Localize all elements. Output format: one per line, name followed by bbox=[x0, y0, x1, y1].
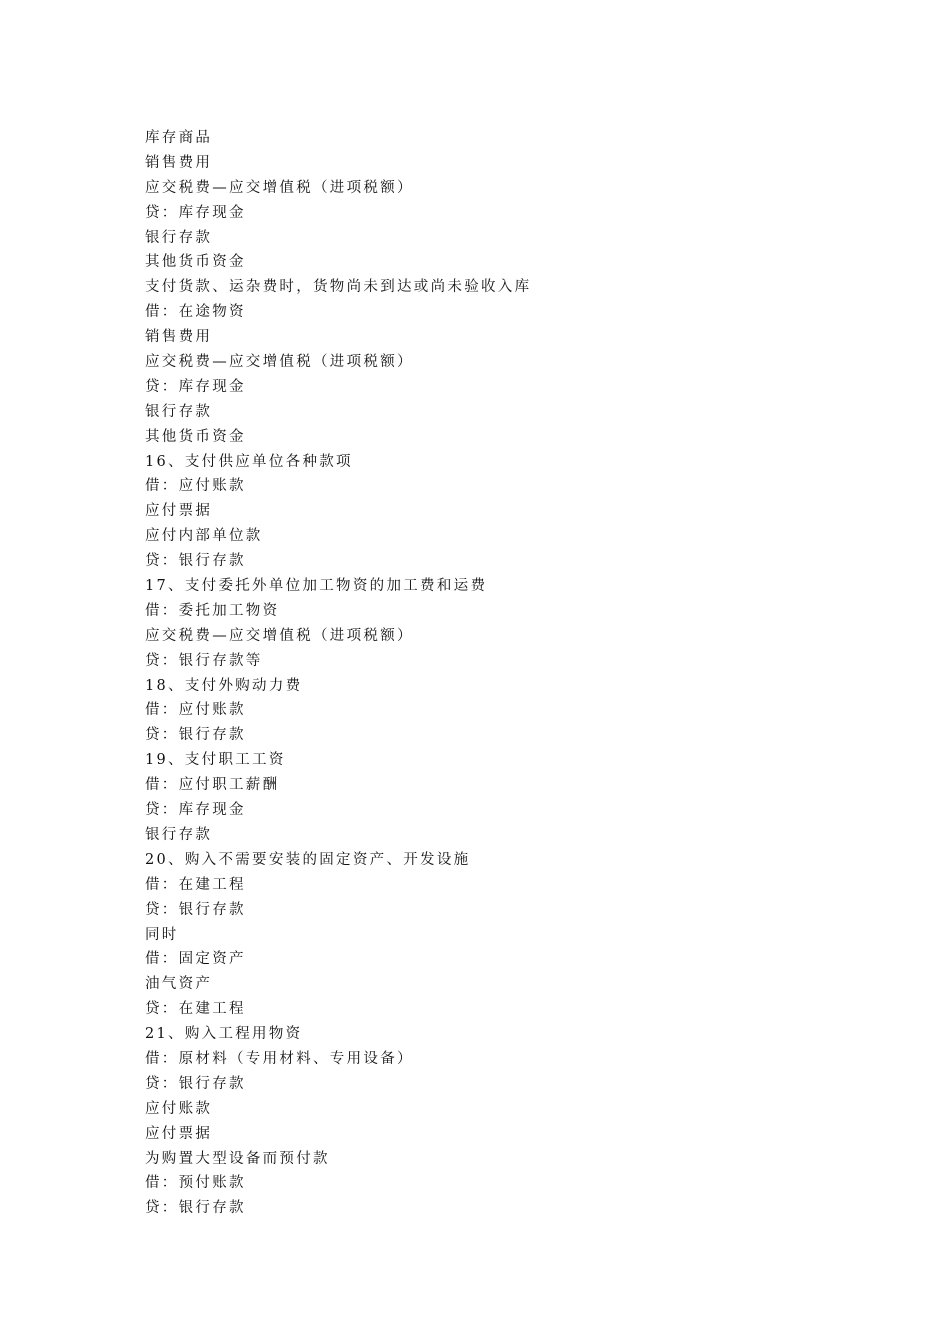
text-line: 应付票据 bbox=[145, 1125, 213, 1142]
text-line: 应付票据 bbox=[145, 503, 213, 520]
section-heading: 16、支付供应单位各种款项 bbox=[145, 453, 353, 470]
text-line: 贷：库存现金 bbox=[145, 378, 246, 395]
text-line: 借：预付账款 bbox=[145, 1175, 246, 1192]
text-line: 为购置大型设备而预付款 bbox=[145, 1150, 330, 1167]
text-line: 贷：银行存款 bbox=[145, 901, 246, 918]
text-line: 销售费用 bbox=[145, 154, 213, 171]
text-line: 应交税费—应交增值税（进项税额） bbox=[145, 627, 414, 644]
text-line: 贷：银行存款 bbox=[145, 553, 246, 570]
text-line: 贷：银行存款 bbox=[145, 727, 246, 744]
text-line: 贷：银行存款等 bbox=[145, 652, 263, 669]
section-heading: 18、支付外购动力费 bbox=[145, 677, 303, 694]
text-line: 支付货款、运杂费时，货物尚未到达或尚未验收入库 bbox=[145, 279, 532, 296]
text-line: 贷：库存现金 bbox=[145, 802, 246, 819]
text-line: 银行存款 bbox=[145, 826, 213, 843]
text-line: 借：原材料（专用材料、专用设备） bbox=[145, 1050, 414, 1067]
text-line: 借：委托加工物资 bbox=[145, 602, 280, 619]
text-line: 应付内部单位款 bbox=[145, 528, 263, 545]
section-heading: 21、购入工程用物资 bbox=[145, 1026, 303, 1043]
section-heading: 20、购入不需要安装的固定资产、开发设施 bbox=[145, 851, 471, 868]
text-line: 借：应付账款 bbox=[145, 702, 246, 719]
section-heading: 19、支付职工工资 bbox=[145, 752, 286, 769]
text-line: 贷：银行存款 bbox=[145, 1075, 246, 1092]
text-line: 油气资产 bbox=[145, 976, 213, 993]
text-line: 贷：库存现金 bbox=[145, 204, 246, 221]
text-line: 贷：在建工程 bbox=[145, 1001, 246, 1018]
text-line: 同时 bbox=[145, 926, 179, 943]
text-line: 贷：银行存款 bbox=[145, 1200, 246, 1217]
text-line: 借：应付账款 bbox=[145, 478, 246, 495]
text-line: 应交税费—应交增值税（进项税额） bbox=[145, 354, 414, 371]
text-line: 借：在途物资 bbox=[145, 304, 246, 321]
text-line: 其他货币资金 bbox=[145, 254, 246, 271]
section-heading: 17、支付委托外单位加工物资的加工费和运费 bbox=[145, 578, 488, 595]
text-line: 银行存款 bbox=[145, 229, 213, 246]
text-line: 其他货币资金 bbox=[145, 428, 246, 445]
text-line: 应交税费—应交增值税（进项税额） bbox=[145, 179, 414, 196]
text-line: 借：在建工程 bbox=[145, 876, 246, 893]
text-line: 银行存款 bbox=[145, 403, 213, 420]
text-line: 销售费用 bbox=[145, 329, 213, 346]
text-line: 库存商品 bbox=[145, 130, 213, 146]
text-line: 应付账款 bbox=[145, 1100, 213, 1117]
accounting-entries-text bbox=[145, 126, 845, 1221]
text-line: 借：固定资产 bbox=[145, 951, 246, 968]
text-line: 借：应付职工薪酬 bbox=[145, 777, 280, 794]
